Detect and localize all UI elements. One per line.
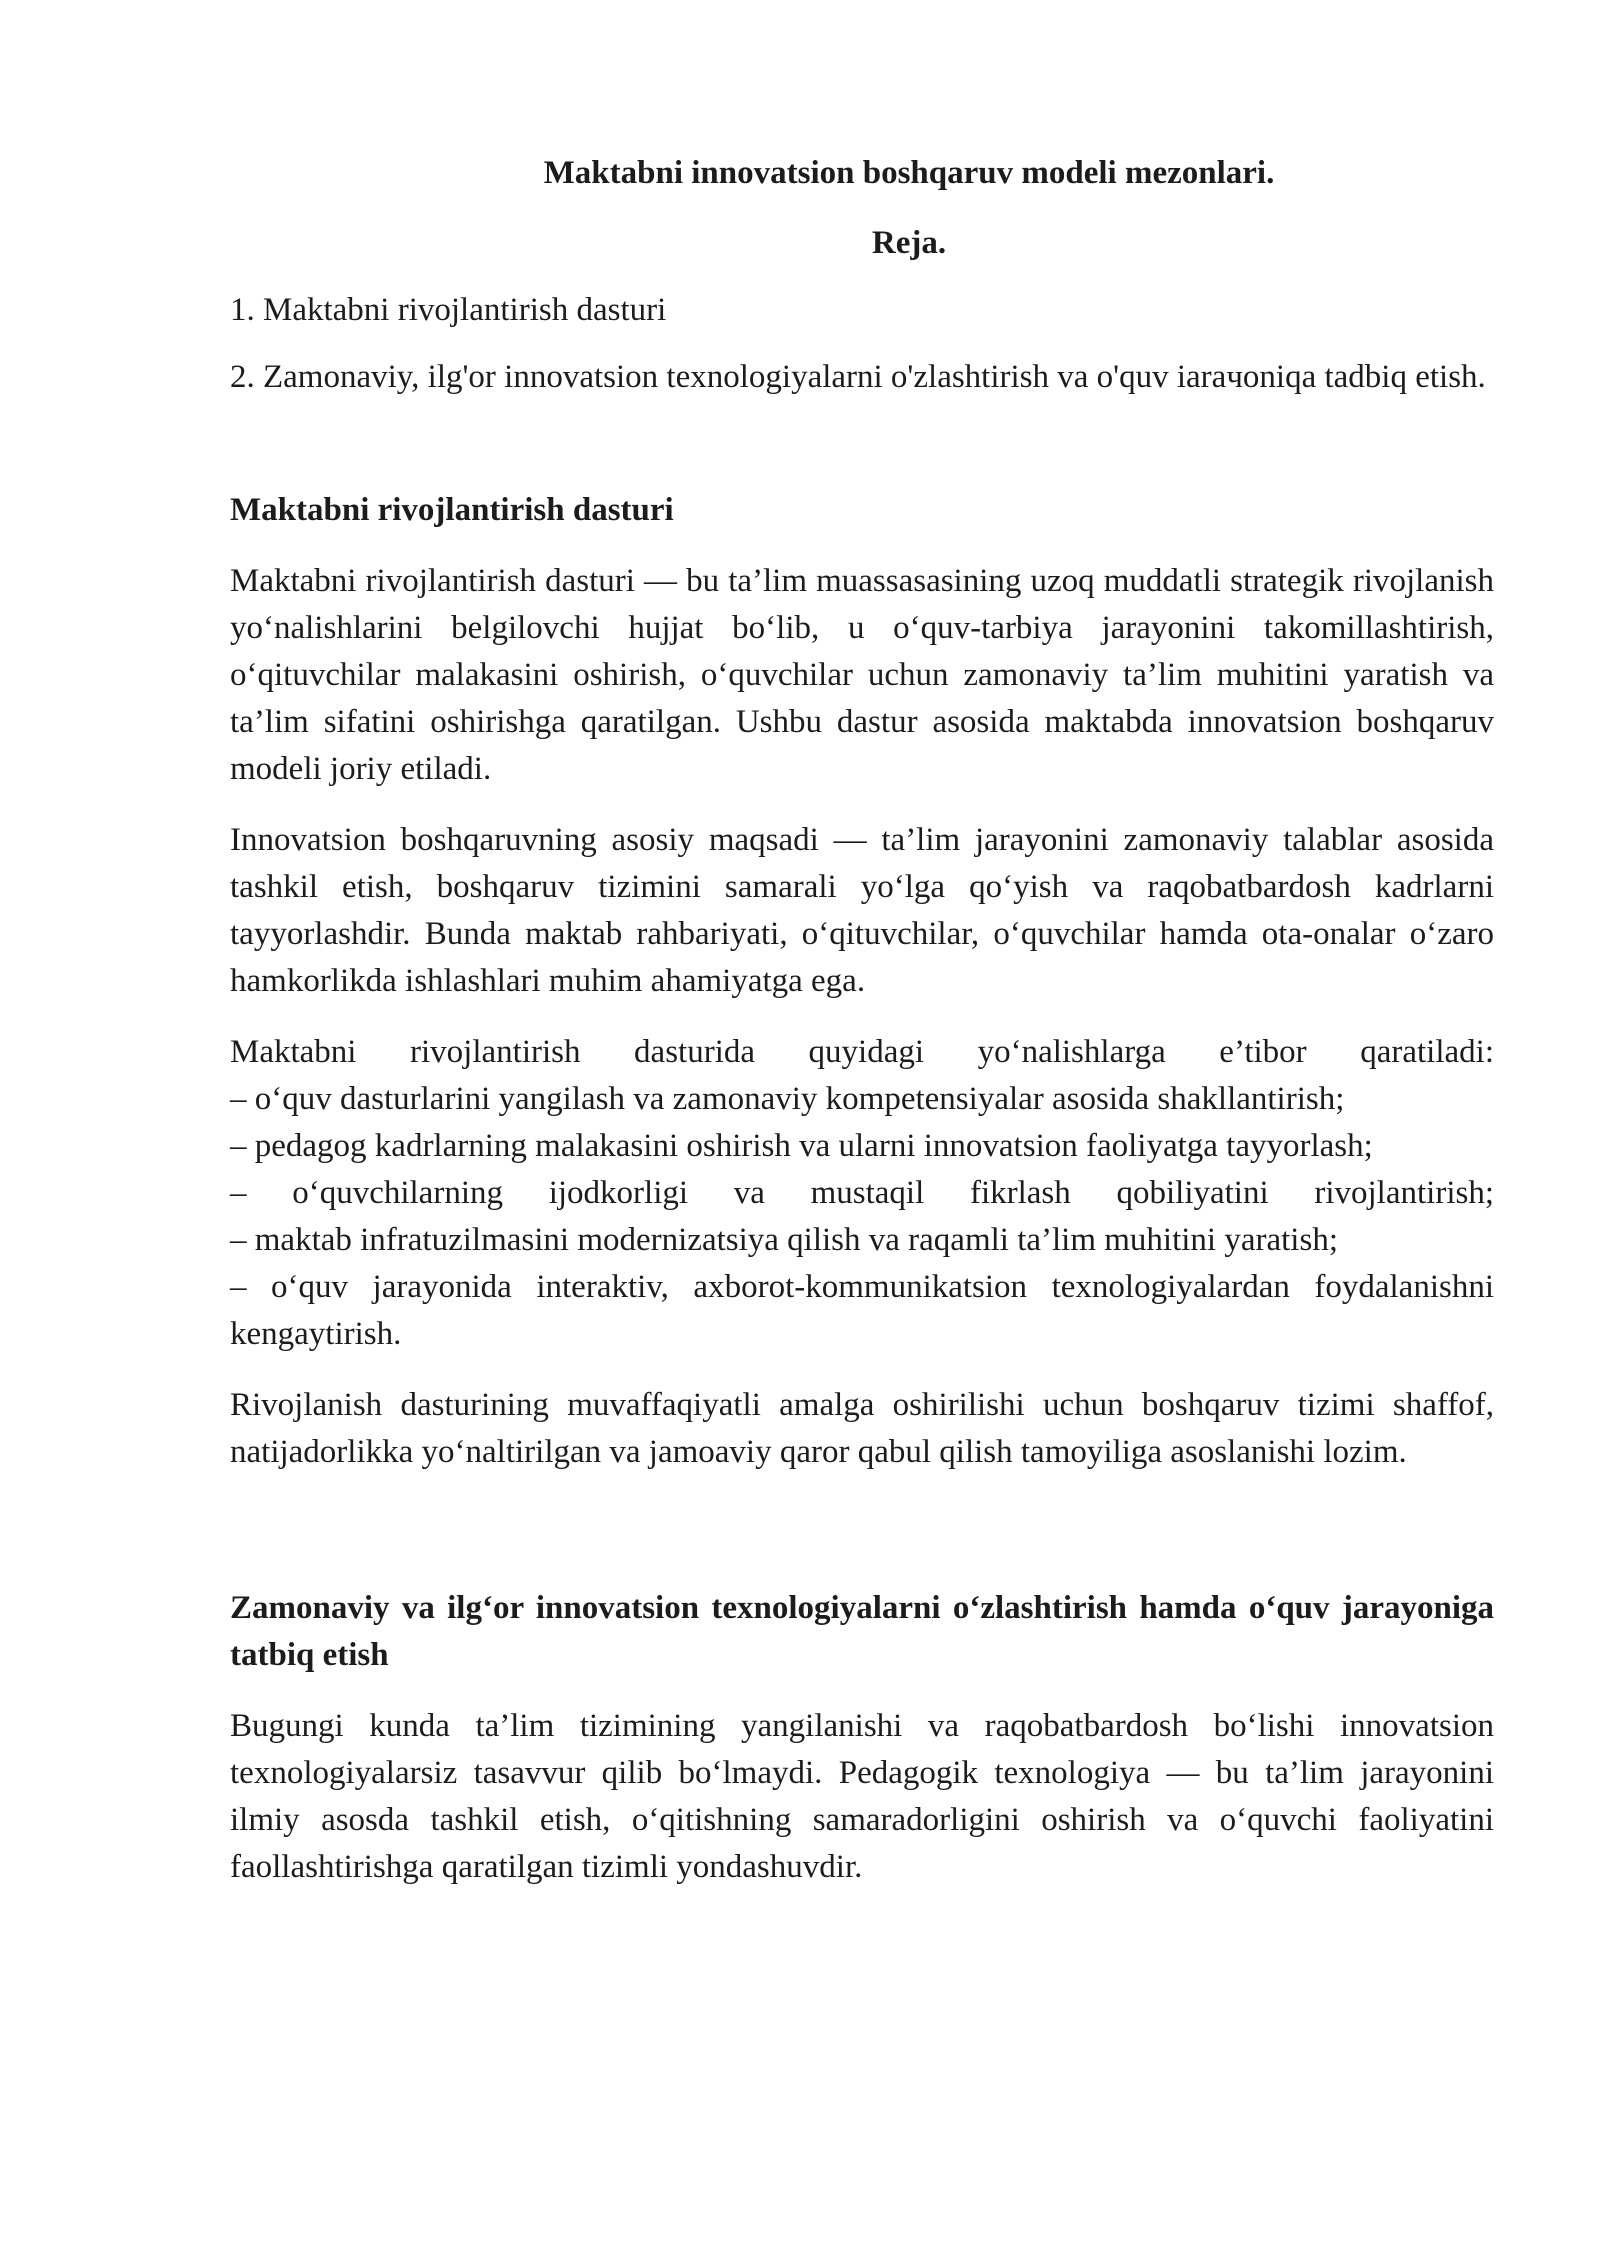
directions-list-item-3: – o‘quvchilarning ijodkorligi va mustaqil fikrlash qobiliyatini rivojlantirish;: [230, 1175, 1494, 1211]
document-page: [230, 150, 1494, 1891]
directions-list: [230, 1029, 1494, 1358]
plan-item-1: 1. Maktabni rivojlantirish dasturi: [230, 292, 667, 328]
directions-list-item-1: – o‘quv dasturlarini yangilash va zamonaviy kompetensiyalar asosida shakllantirish;: [230, 1081, 1345, 1117]
section-1-heading: Maktabni rivojlantirish dasturi: [230, 492, 674, 528]
directions-list-item-4: – maktab infratuzilmasini modernizatsiya qilish va raqamli ta’lim muhitini yaratish;: [230, 1222, 1338, 1258]
section-2-heading: Zamonaviy va ilg‘or innovatsion texnologiyalarni o‘zlashtirish hamda o‘quv jarayoniga tatbiq etish: [230, 1590, 1494, 1673]
document-title: Maktabni innovatsion boshqaruv modeli mezonlari.: [543, 155, 1275, 191]
section-1-paragraph-2: Innovatsion boshqaruvning asosiy maqsadi — ta’lim jarayonini zamonaviy talablar asosida tashkil etish, boshqaruv tizimini samarali yo‘lga qo‘yish va raqobatbardosh kadrlarni tayyorlashdir. Bunda maktab rahbariyati, o‘qituvchilar, o‘quvchilar hamda ota-onalar o‘zaro hamkorlikda ishlashlari muhim ahamiyatga ega.: [230, 822, 1494, 999]
plan-heading: Reja.: [871, 225, 947, 261]
directions-list-item-5: – o‘quv jarayonida interaktiv, axborot-kommunikatsion texnologiyalardan foydalanishni kengaytirish.: [230, 1269, 1494, 1352]
directions-list-item-2: – pedagog kadrlarning malakasini oshirish va ularni innovatsion faoliyatga tayyorlash;: [230, 1128, 1373, 1164]
plan-list: [230, 287, 1494, 401]
section-1-paragraph-3: Rivojlanish dasturining muvaffaqiyatli amalga oshirilishi uchun boshqaruv tizimi shaffof, natijadorlikka yo‘naltirilgan va jamoaviy qaror qabul qilish tamoyiliga asoslanishi lozim.: [230, 1387, 1494, 1470]
plan-item-2: 2. Zamonaviy, ilg'or innovatsion texnologiyalarni o'zlashtirish va o'quv iaraчoniqa tadbiq etish.: [230, 359, 1486, 395]
section-1-paragraph-1: Maktabni rivojlantirish dasturi — bu ta’lim muassasasining uzoq muddatli strategik rivojlanish yo‘nalishlarini belgilovchi hujjat bo‘lib, u o‘quv-tarbiya jarayonini takomillashtirish, o‘qituvchilar malakasini oshirish, o‘quvchilar uchun zamonaviy ta’lim muhitini yaratish va ta’lim sifatini oshirishga qaratilgan. Ushbu dastur asosida maktabda innovatsion boshqaruv modeli joriy etiladi.: [230, 563, 1494, 787]
directions-list-intro: Maktabni rivojlantirish dasturida quyidagi yo‘nalishlarga e’tibor qaratiladi:: [230, 1034, 1494, 1070]
section-2-paragraph-1: Bugungi kunda ta’lim tizimining yangilanishi va raqobatbardosh bo‘lishi innovatsion texnologiyalarsiz tasavvur qilib bo‘lmaydi. Pedagogik texnologiya — bu ta’lim jarayonini ilmiy asosda tashkil etish, o‘qitishning samaradorligini oshirish va o‘quvchi faoliyatini faollashtirishga qaratilgan tizimli yondashuvdir.: [230, 1708, 1494, 1885]
